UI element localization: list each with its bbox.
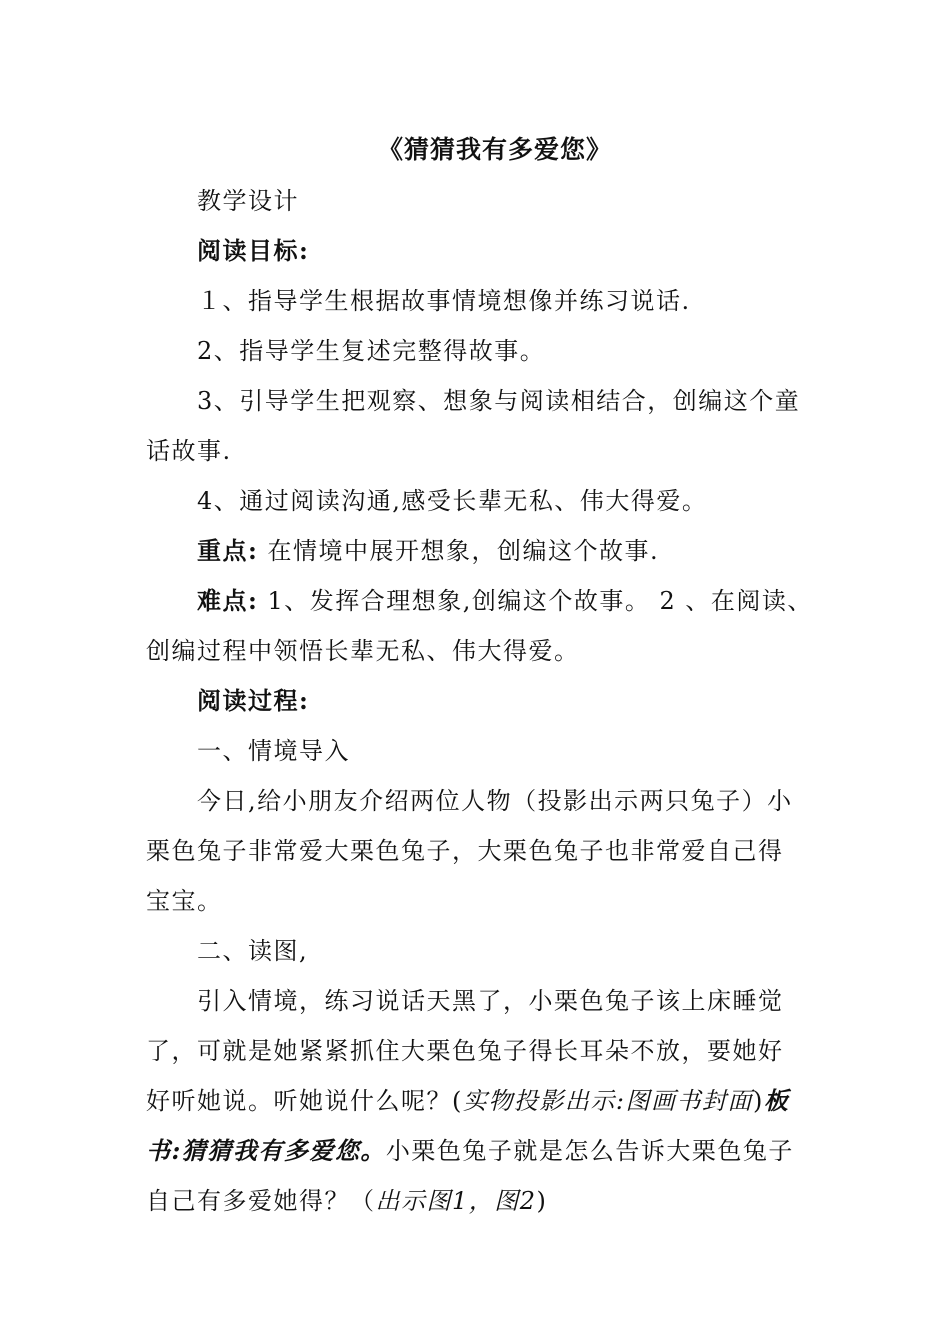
step-2-paragraph-line-2: 了，可就是她紧紧抓住大栗色兔子得长耳朵不放，要她好 (146, 1037, 784, 1065)
difficulty-label: 难点: (197, 586, 259, 615)
step-2-paragraph-line-5 (146, 1184, 547, 1218)
goal-3-line-2: 话故事. (146, 437, 232, 465)
step-1-heading: 一、情境导入 (197, 737, 350, 765)
key-point (197, 534, 659, 568)
step-2-paragraph-line-3 (146, 1084, 789, 1118)
step-2-paragraph-line-1: 引入情境，练习说话天黑了，小栗色兔子该上床睡觉 (197, 987, 784, 1015)
step-1-paragraph-line-1: 今日,给小朋友介绍两位人物（投影出示两只兔子）小 (197, 787, 793, 815)
step-1-paragraph-line-3: 宝宝。 (146, 887, 223, 915)
step-2-paragraph-line-4 (146, 1134, 794, 1168)
goal-4: 4、通过阅读沟通,感受长辈无私、伟大得爱。 (197, 487, 708, 515)
step-1-paragraph-line-2: 栗色兔子非常爱大栗色兔子，大栗色兔子也非常爱自己得 (146, 837, 784, 865)
step-2-line-5-close: ) (536, 1187, 548, 1215)
goal-2: 2、指导学生复述完整得故事。 (197, 337, 546, 365)
goals-heading-text: 阅读目标: (197, 236, 310, 265)
step-2-line-3-text: 好听她说。听她说什么呢？( (146, 1087, 463, 1115)
difficulty-line-1 (197, 584, 813, 618)
goal-3-line-1: 3、引导学生把观察、想象与阅读相结合，创编这个童 (197, 387, 801, 415)
blackboard-title: 书:猜猜我有多爱您。 (146, 1136, 386, 1165)
key-point-text: 在情境中展开想象，创编这个故事. (258, 537, 660, 565)
goals-heading (197, 234, 309, 268)
key-point-label: 重点: (197, 536, 259, 565)
projection-note: 实物投影出示:图画书封面 (462, 1087, 753, 1115)
step-2-line-3-close: ) (752, 1087, 764, 1115)
step-2-heading: 二、读图, (197, 937, 309, 965)
figure-reference: 出示图1，图2 (375, 1187, 537, 1215)
step-2-line-4-text: 小栗色兔子就是怎么告诉大栗色兔子 (385, 1137, 794, 1165)
difficulty-text: 1、发挥合理想象,创编这个故事。 2 、在阅读、 (258, 587, 813, 615)
blackboard-label-start: 板 (763, 1086, 790, 1115)
document-title: 《猜猜我有多爱您》 (377, 135, 612, 164)
subtitle: 教学设计 (197, 187, 299, 215)
step-2-line-5-text: 自己有多爱她得？（ (146, 1187, 376, 1215)
goal-1: １、指导学生根据故事情境想像并练习说话. (197, 287, 691, 315)
difficulty-line-2: 创编过程中领悟长辈无私、伟大得爱。 (146, 637, 580, 665)
process-heading-text: 阅读过程: (197, 686, 310, 715)
process-heading (197, 684, 309, 718)
